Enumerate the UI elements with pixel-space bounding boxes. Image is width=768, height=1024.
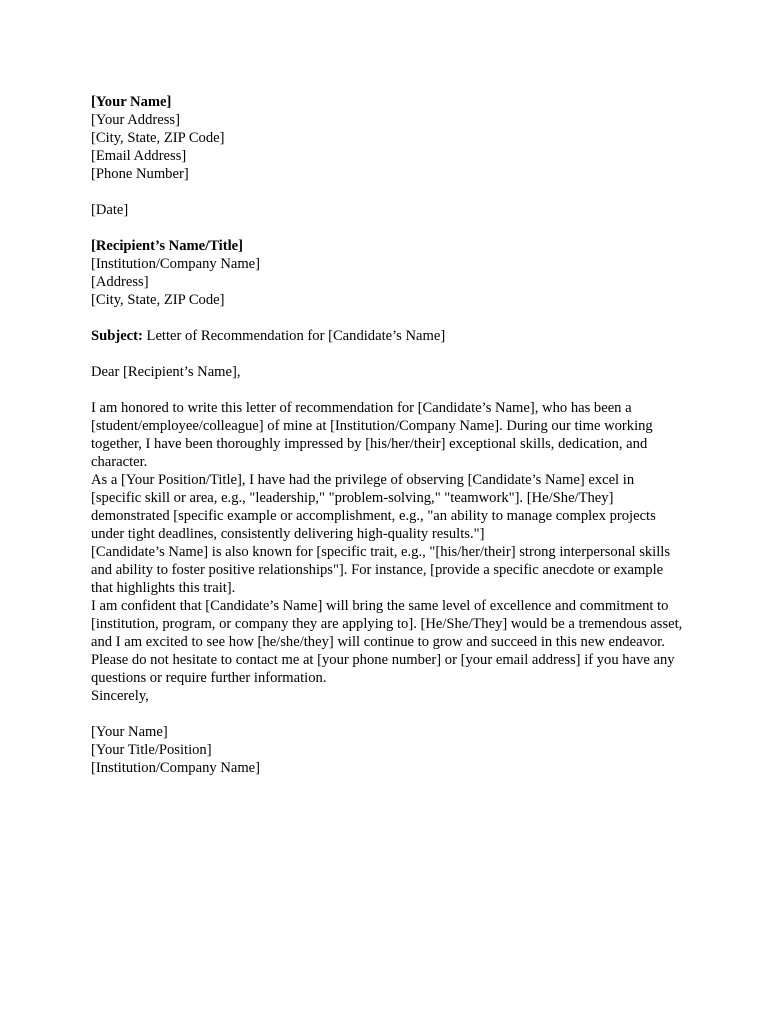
- recipient-name-title: [Recipient’s Name/Title]: [91, 238, 243, 254]
- body-paragraph-intro: I am honored to write this letter of recommendation for [Candidate’s Name], who has been a [student/employee/colleague] of mine at [Institution/Company Name]. During our time working together, I have been thoroughly impressed by [his/her/their] exceptional skills, dedication, and character.: [91, 400, 653, 470]
- subject-text: Letter of Recommendation for [Candidate’s Name]: [142, 328, 446, 344]
- letter-date: [Date]: [91, 202, 129, 218]
- signature-block: [91, 723, 687, 777]
- date-block: [91, 201, 687, 219]
- sender-city-state-zip: [City, State, ZIP Code]: [91, 130, 225, 146]
- signature-institution: [Institution/Company Name]: [91, 760, 261, 776]
- recipient-block: [91, 237, 687, 309]
- sender-phone: [Phone Number]: [91, 166, 189, 182]
- body-paragraph-traits: [Candidate’s Name] is also known for [specific trait, e.g., "[his/her/their] strong interpersonal skills and ability to foster positive relationships"]. For instance, [provide a specific anecdote or example that highlights this trait].: [91, 544, 671, 596]
- letter-body: [91, 93, 687, 795]
- body-paragraph-confidence: I am confident that [Candidate’s Name] will bring the same level of excellence and commitment to [institution, program, or company they are applying to]. [He/She/They] would be a tremendous asset, and I am excited to see how [he/she/they] will continue to grow and succeed in this new endeavor.: [91, 598, 683, 650]
- body-paragraph-skills: As a [Your Position/Title], I have had the privilege of observing [Candidate’s Name] excel in [specific skill or area, e.g., "leadership," "problem-solving," "teamwork"]. [He/She/They] demonstrated [specific example or accomplishment, e.g., "an ability to manage complex projects under tight deadlines, consistently delivering high-quality results."]: [91, 472, 656, 542]
- salutation-block: [91, 363, 687, 381]
- subject-line: [91, 327, 687, 345]
- closing-block: [91, 687, 687, 705]
- subject-label: Subject:: [91, 328, 143, 344]
- sender-block: [91, 93, 687, 183]
- signature-name: [Your Name]: [91, 724, 168, 740]
- recipient-institution: [Institution/Company Name]: [91, 256, 261, 272]
- recipient-city-state-zip: [City, State, ZIP Code]: [91, 292, 225, 308]
- sender-address: [Your Address]: [91, 112, 180, 128]
- salutation: Dear [Recipient’s Name],: [91, 364, 241, 380]
- signature-title: [Your Title/Position]: [91, 742, 212, 758]
- sender-email: [Email Address]: [91, 148, 187, 164]
- sender-name: [Your Name]: [91, 94, 172, 110]
- recipient-address: [Address]: [91, 274, 149, 290]
- closing: Sincerely,: [91, 688, 149, 704]
- body-paragraph-contact: Please do not hesitate to contact me at [your phone number] or [your email address] if you have any questions or require further information.: [91, 652, 675, 686]
